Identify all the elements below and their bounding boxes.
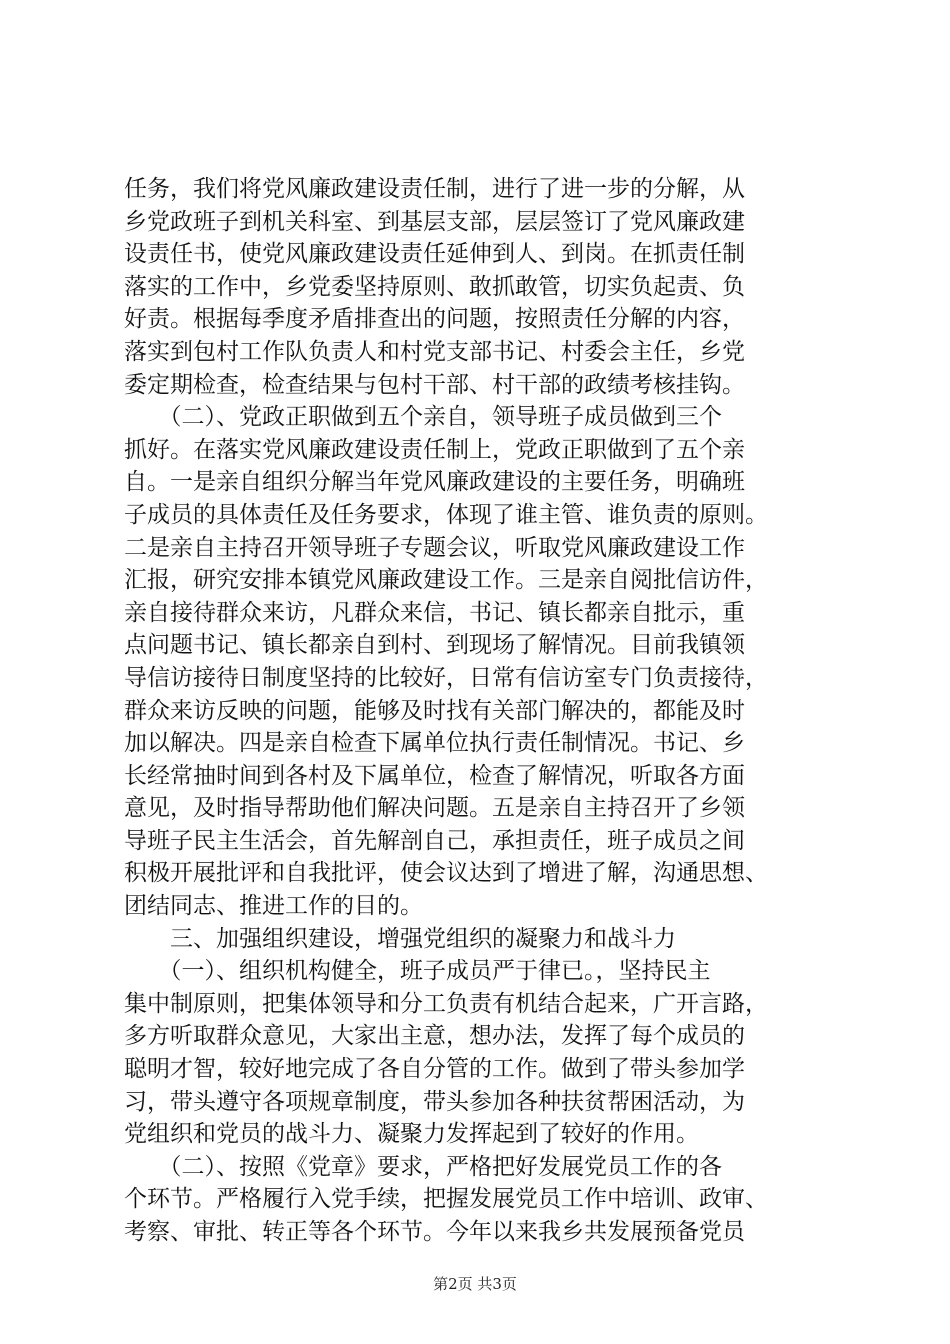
text-line: （二）、按照《党章》要求，严格把好发展党员工作的各 <box>124 1153 722 1180</box>
text-line: 汇报，研究安排本镇党风廉政建设工作。三是亲自阅批信访件， <box>124 567 768 594</box>
text-line: 任务，我们将党风廉政建设责任制，进行了进一步的分解，从 <box>124 176 745 202</box>
text-line: 落实到包村工作队负责人和村党支部书记、村委会主任，乡党 <box>124 338 745 365</box>
text-line: （一）、组织机构健全，班子成员严于律已。，坚持民主 <box>124 958 711 985</box>
text-line: 委定期检查，检查结果与包村干部、村干部的政绩考核挂钩。 <box>124 371 745 398</box>
text-line: 落实的工作中，乡党委坚持原则、敢抓敢管，切实负起责、负 <box>124 273 745 300</box>
text-line: 设责任书，使党风廉政建设责任延伸到人、到岗。在抓责任制 <box>124 241 745 268</box>
text-line: 多方听取群众意见，大家出主意，想办法，发挥了每个成员的 <box>124 1023 745 1050</box>
text-line: 好责。根据每季度矛盾排查出的问题，按照责任分解的内容， <box>124 306 745 333</box>
page-footer: 第2页 共3页 <box>433 1275 517 1293</box>
text-line: 导信访接待日制度坚持的比较好，日常有信访室专门负责接待， <box>124 664 768 691</box>
text-line: 群众来访反映的问题，能够及时找有关部门解决的，都能及时 <box>124 697 745 724</box>
text-line: 点问题书记、镇长都亲自到村、到现场了解情况。目前我镇领 <box>124 632 745 659</box>
text-line: 个环节。严格履行入党手续，把握发展党员工作中培训、政审、 <box>124 1186 768 1213</box>
text-line: 集中制原则，把集体领导和分工负责有机结合起来，广开言路， <box>124 990 768 1017</box>
text-line: 三、加强组织建设，增强党组织的凝聚力和战斗力 <box>124 925 676 952</box>
text-line: 子成员的具体责任及任务要求，体现了谁主管、谁负责的原则。 <box>124 501 768 528</box>
text-line: 党组织和党员的战斗力、凝聚力发挥起到了较好的作用。 <box>124 1121 699 1148</box>
text-line: 亲自接待群众来访，凡群众来信，书记、镇长都亲自批示，重 <box>124 599 745 626</box>
text-line: 聪明才智，较好地完成了各自分管的工作。做到了带头参加学 <box>124 1056 745 1083</box>
text-line: 积极开展批评和自我批评，使会议达到了增进了解，沟通思想、 <box>124 860 768 887</box>
document-body <box>124 173 829 1249</box>
text-line: 考察、审批、转正等各个环节。今年以来我乡共发展预备党员 <box>124 1219 745 1245</box>
text-line: 抓好。在落实党风廉政建设责任制上，党政正职做到了五个亲 <box>124 436 745 463</box>
text-line: 意见，及时指导帮助他们解决问题。五是亲自主持召开了乡领 <box>124 795 745 822</box>
text-line: 二是亲自主持召开领导班子专题会议，听取党风廉政建设工作 <box>124 534 745 561</box>
text-line: （二）、党政正职做到五个亲自，领导班子成员做到三个 <box>124 404 722 431</box>
text-line: 团结同志、推进工作的目的。 <box>124 893 423 920</box>
text-line: 乡党政班子到机关科室、到基层支部，层层签订了党风廉政建 <box>124 208 745 235</box>
text-line: 长经常抽时间到各村及下属单位，检查了解情况，听取各方面 <box>124 762 745 789</box>
text-line: 加以解决。四是亲自检查下属单位执行责任制情况。书记、乡 <box>124 730 745 757</box>
text-line: 自。一是亲自组织分解当年党风廉政建设的主要任务，明确班 <box>124 469 745 496</box>
text-line: 导班子民主生活会，首先解剖自己，承担责任，班子成员之间 <box>124 827 745 854</box>
text-line: 习，带头遵守各项规章制度，带头参加各种扶贫帮困活动，为 <box>124 1088 745 1115</box>
